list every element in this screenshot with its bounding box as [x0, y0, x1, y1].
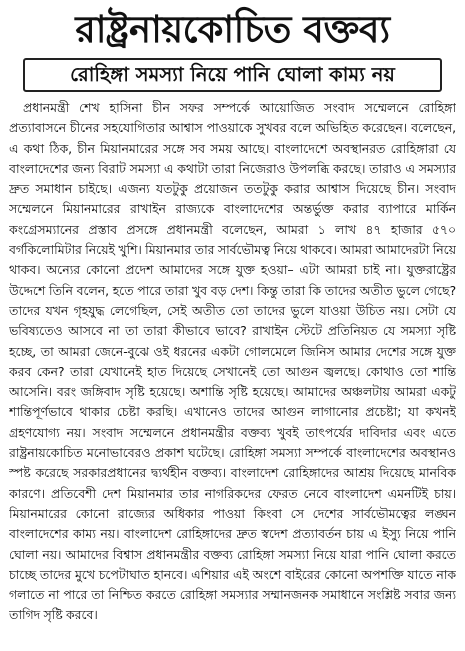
headline: রাষ্ট্রনায়কোচিত বক্তব্য: [75, 8, 390, 51]
subheadline-box: [23, 58, 442, 92]
article-body-container: [9, 98, 456, 635]
article-body: প্রধানমন্ত্রী শেখ হাসিনা চীন সফর সম্পর্কে আয়োজিত সংবাদ সম্মেলনে রোহিঙ্গা প্রত্যাবাসনে চীনের সহযোগিতার আশ্বাস পাওয়াকে সুখবর বলে অভিহিত করেছেন। বলেছেন, এ কথা ঠিক, চীন মিয়ানমারের সঙ্গে সব সময় আছে। বাংলাদেশে অবস্থানরত রোহিঙ্গারা যে বাংলাদেশের জন্য বিরাট সমস্যা এ কথাটা তারা নিজেরাও উপলব্ধি করছে। তারাও এ সমস্যার দ্রুত সমাধান চাইছে। এজন্য যতটুকু প্রয়োজন ততটুকু করার আশ্বাস দিয়েছে চীন। সংবাদ সম্মেলনে মিয়ানমারের রাখাইন রাজ্যকে বাংলাদেশের অন্তর্ভুক্ত করার ব্যাপারে মার্কিন কংগ্রেসম্যানের প্রস্তাব প্রসঙ্গে প্রধানমন্ত্রী বলেছেন, আমরা ১ লাখ ৪৭ হাজার ৫৭০ বর্গকিলোমিটার নিয়েই খুশি। মিয়ানমার তার সার্বভৌমত্ব নিয়ে থাকবে। আমরা আমাদেরটা নিয়ে থাকব। অন্যের কোনো প্রদেশ আমাদের সঙ্গে যুক্ত হওয়া– এটা আমরা চাই না। যুক্তরাষ্ট্রের উদ্দেশে তিনি বলেন, হতে পারে তারা খুব বড় দেশ। কিন্তু তারা কি তাদের অতীত ভুলে গেছে? তাদের যখন গৃহযুদ্ধ লেগেছিল, সেই অতীত তো তাদের ভুলে যাওয়া উচিত নয়। সেটা যে ভবিষ্যতেও আসবে না তা তারা কীভাবে ভাবে? রাখাইন স্টেটে প্রতিনিয়ত যে সমস্যা সৃষ্টি হচ্ছে, তা আমরা জেনে-বুঝে ওই ধরনের একটা গোলমেলে জিনিস আমার দেশের সঙ্গে যুক্ত করব কেন? তারা যেখানেই হাত দিয়েছে সেখানেই তো আগুন জ্বলছে। কোথাও তো শান্তি আসেনি। বরং জঙ্গিবাদ সৃষ্টি হয়েছে। অশান্তি সৃষ্টি হয়েছে। আমাদের অঞ্চলটায় আমরা একটু শান্তিপূর্ণভাবে থাকার চেষ্টা করছি। এখানেও তাদের আগুন লাগানোর প্রচেষ্টা; যা কখনই গ্রহণযোগ্য নয়। সংবাদ সম্মেলনে প্রধানমন্ত্রীর বক্তব্য খুবই তাৎপর্যের দাবিদার এবং এতে রাষ্ট্রনায়কোচিত মনোভাবেরও প্রকাশ ঘটেছে। রোহিঙ্গা সমস্যা সম্পর্কে বাংলাদেশের অবস্থানও স্পষ্ট করেছে সরকারপ্রধানের দ্ব্যর্থহীন বক্তব্য। বাংলাদেশ রোহিঙ্গাদের আশ্রয় দিয়েছে মানবিক কারণে। প্রতিবেশী দেশ মিয়ানমার তার নাগরিকদের ফেরত নেবে বাংলাদেশ এমনটিই চায়। মিয়ানমারের কোনো রাজ্যের অধিকার পাওয়া কিংবা সে দেশের সার্বভৌমত্বের লঙ্ঘন বাংলাদেশের কাম্য নয়। বাংলাদেশ রোহিঙ্গাদের দ্রুত স্বদেশ প্রত্যাবর্তন চায় এ ইস্যু নিয়ে পানি ঘোলা নয়। আমাদের বিশ্বাস প্রধানমন্ত্রীর বক্তব্য রোহিঙ্গা সমস্যা নিয়ে যারা পানি ঘোলা করতে চাচ্ছে তাদের মুখে চপেটাঘাত হানবে। এশিয়ার এই অংশে বাইরের কোনো অপশক্তি যাতে নাক গলাতে না পারে তা নিশ্চিত করতে রোহিঙ্গা সমস্যার সম্মানজনক সমাধানে সংশ্লিষ্ট সবার জন্য তাগিদ সৃষ্টি করবে।: [9, 100, 456, 623]
subheadline: রোহিঙ্গা সমস্যা নিয়ে পানি ঘোলা কাম্য নয়: [70, 63, 395, 86]
